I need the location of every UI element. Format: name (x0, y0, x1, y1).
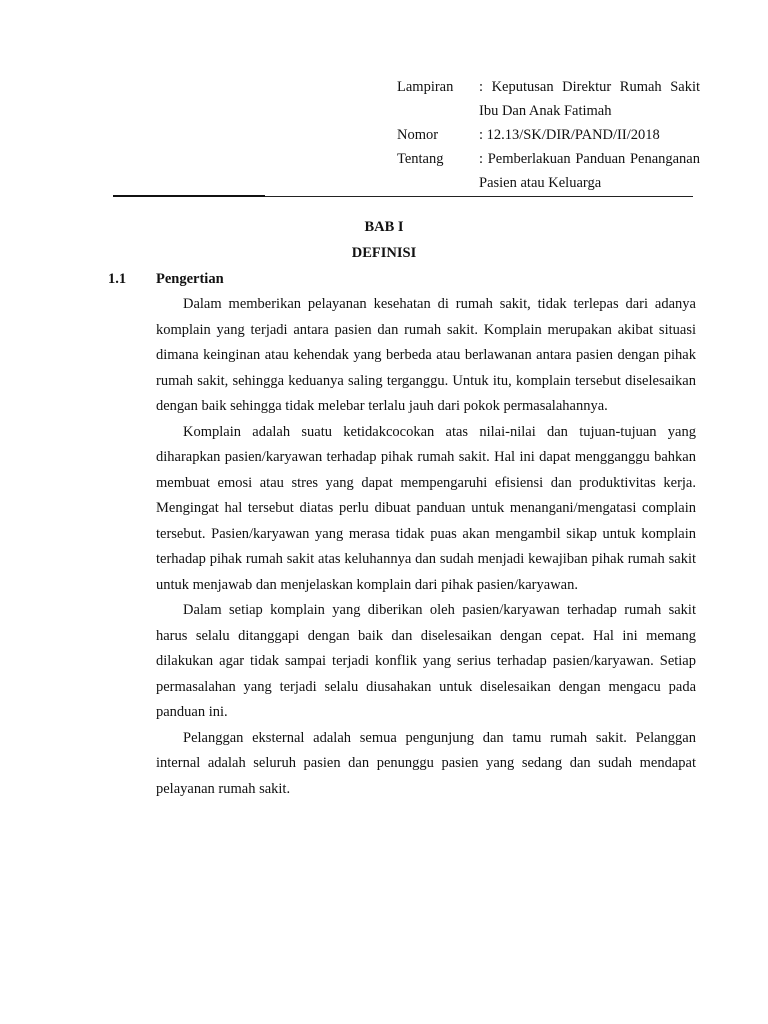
meta-key: Tentang (397, 151, 444, 167)
header-meta (397, 75, 700, 195)
meta-key: Lampiran (397, 79, 454, 95)
chapter-title: DEFINISI (351, 245, 417, 261)
chapter-label: BAB I (364, 219, 404, 235)
body-text (156, 292, 696, 802)
meta-value: : 12.13/SK/DIR/PAND/II/2018 (479, 127, 660, 143)
meta-row-lampiran (397, 75, 700, 123)
header-divider-accent (113, 195, 265, 197)
paragraph: Komplain adalah suatu ketidakcocokan atas nilai-nilai dan tujuan-tujuan yang diharapkan pasien/karyawan terhadap pihak rumah sakit. Hal ini dapat mengganggu bahkan membuat emosi atau stres yang dapat mempengaruhi efisiensi dan produktivitas kerja. Mengingat hal tersebut diatas perlu dibuat panduan untuk menangani/mengatasi complain tersebut. Pasien/karyawan yang merasa tidak puas akan mengambil sikap untuk komplain terhadap pihak rumah sakit atas keluhannya dan sudah menjadi kewajiban pihak rumah sakit untuk menjawab dan menjelaskan komplain dari pihak pasien/karyawan. (156, 423, 696, 593)
paragraph: Dalam memberikan pelayanan kesehatan di rumah sakit, tidak terlepas dari adanya komplain yang terjadi antara pasien dan rumah sakit. Komplain merupakan akibat situasi dimana keinginan atau kehendak yang berbeda atau berlawanan antara pasien dengan pihak rumah sakit, sehingga keduanya saling terganggu. Untuk itu, komplain tersebut diselesaikan dengan baik sehingga tidak melebar terlalu jauh dari pokok permasalahannya. (156, 296, 696, 414)
meta-value: : Keputusan Direktur Rumah Sakit Ibu Dan Anak Fatimah (479, 79, 700, 119)
section-title: Pengertian (156, 271, 224, 287)
paragraph: Dalam setiap komplain yang diberikan oleh pasien/karyawan terhadap rumah sakit harus selalu ditanggapi dengan baik dan diselesaikan dengan cepat. Hal ini memang dilakukan agar tidak sampai terjadi konflik yang serius terhadap pasien/karyawan. Setiap permasalahan yang terjadi selalu diusahakan untuk diselesaikan dengan mengacu pada panduan ini. (156, 602, 696, 720)
section-number: 1.1 (108, 271, 127, 287)
meta-value: : Pemberlakuan Panduan Penanganan Pasien atau Keluarga (479, 151, 700, 191)
meta-key: Nomor (397, 127, 439, 143)
paragraph: Pelanggan eksternal adalah semua pengunjung dan tamu rumah sakit. Pelanggan internal adalah seluruh pasien dan penunggu pasien yang sedang dan sudah mendapat pelayanan rumah sakit. (156, 729, 696, 797)
meta-row-tentang (397, 147, 700, 195)
meta-row-nomor (397, 123, 700, 147)
